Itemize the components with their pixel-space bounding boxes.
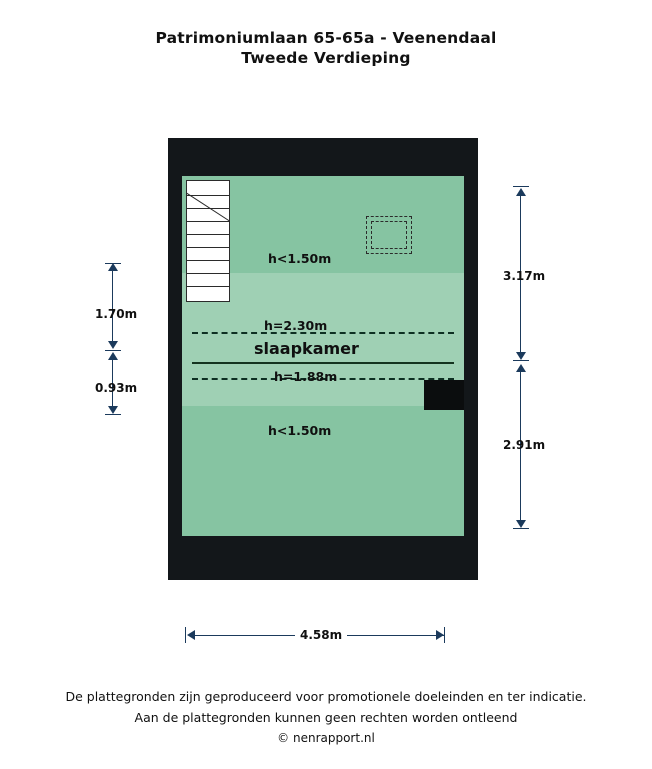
dimension-tick <box>185 627 186 643</box>
dimension-tick <box>105 263 121 264</box>
footer-line-1: De plattegronden zijn geproduceerd voor promotionele doeleinden en ter indicatie. <box>65 689 587 704</box>
arrow-up-icon <box>516 188 526 196</box>
arrow-up-icon <box>516 364 526 372</box>
arrow-up-icon <box>108 263 118 271</box>
title-floor: Tweede Verdieping <box>241 49 411 67</box>
dimension-tick <box>105 350 121 351</box>
dimension-tick <box>444 627 445 643</box>
dimension-tick <box>513 186 529 187</box>
wall-notch <box>424 380 464 410</box>
label-height-top: h<1.50m <box>268 251 332 266</box>
wall-bottom <box>168 536 478 580</box>
staircase-icon <box>186 180 230 302</box>
dimension-tick <box>513 360 529 361</box>
dimension-label-458: 4.58m <box>295 628 347 642</box>
label-height-bottom: h<1.50m <box>268 423 332 438</box>
arrow-up-icon <box>108 352 118 360</box>
arrow-down-icon <box>108 341 118 349</box>
arrow-down-icon <box>108 406 118 414</box>
dimension-label-170: 1.70m <box>95 307 138 321</box>
dimension-line-170 <box>112 270 113 342</box>
label-height-230: h=2.30m <box>264 318 328 333</box>
arrow-down-icon <box>516 520 526 528</box>
footer-disclaimer <box>0 686 652 749</box>
dimension-label-093: 0.93m <box>95 381 138 395</box>
dimension-tick <box>513 528 529 529</box>
title-address: Patrimoniumlaan 65-65a - Veenendaal <box>155 29 497 47</box>
dimension-label-317: 3.17m <box>503 269 546 283</box>
floorplan-drawing <box>168 138 478 580</box>
page-title <box>0 28 652 68</box>
arrow-right-icon <box>436 630 444 640</box>
label-room-name: slaapkamer <box>254 339 359 358</box>
wall-left <box>168 176 182 536</box>
wall-top <box>168 138 478 176</box>
dimension-label-291: 2.91m <box>503 438 546 452</box>
arrow-down-icon <box>516 352 526 360</box>
dimension-tick <box>105 414 121 415</box>
footer-copyright: © nenrapport.nl <box>277 731 375 745</box>
ceiling-line-solid <box>192 362 454 364</box>
wall-right <box>464 176 478 536</box>
roof-hatch-icon <box>366 216 412 254</box>
label-height-188: h=1.88m <box>274 369 338 384</box>
footer-line-2: Aan de plattegronden kunnen geen rechten worden ontleend <box>134 710 518 725</box>
